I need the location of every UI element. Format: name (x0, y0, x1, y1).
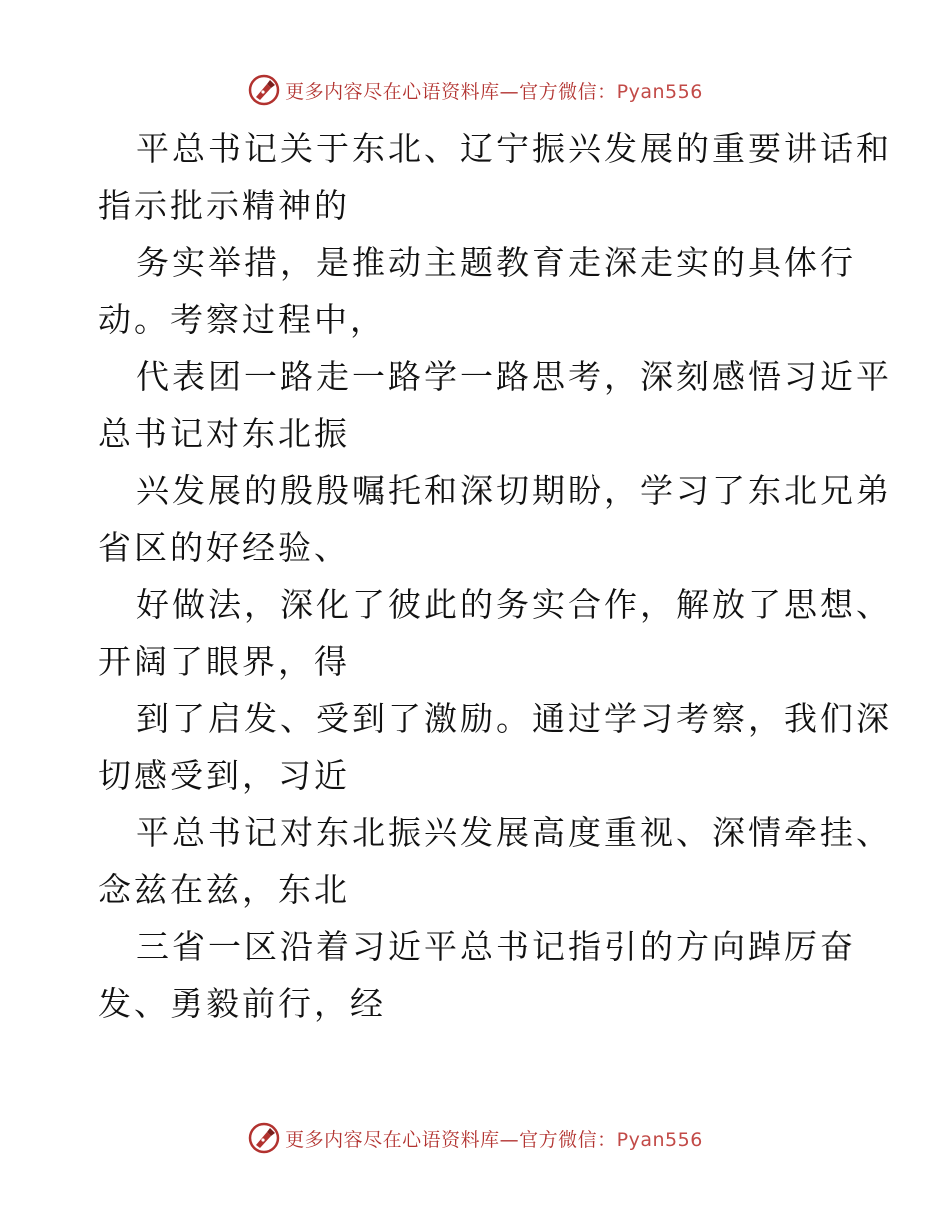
paragraph-line: 务实举措，是推动主题教育走深走实的具体行 (136, 243, 856, 282)
header-banner (0, 70, 950, 110)
paragraph-line: 动。考察过程中， (98, 300, 386, 339)
paragraph (98, 576, 892, 690)
paragraph-line: 切感受到，习近 (98, 756, 350, 795)
document-body (98, 120, 892, 1032)
paragraph (98, 918, 858, 1032)
paragraph-line: 念兹在兹，东北 (98, 870, 350, 909)
banner-text: 更多内容尽在心语资料库—官方微信：Pyan556 (285, 1128, 703, 1151)
paragraph (98, 120, 892, 234)
paragraph-line: 兴发展的殷殷嘱托和深切期盼，学习了东北兄弟 (136, 471, 892, 510)
paragraph-line: 指示批示精神的 (98, 186, 350, 225)
banner-text: 更多内容尽在心语资料库—官方微信：Pyan556 (285, 80, 703, 103)
pen-nib-logo-icon (247, 1121, 281, 1155)
paragraph-line: 到了启发、受到了激励。通过学习考察，我们深 (136, 699, 892, 738)
paragraph-line: 发、勇毅前行，经 (98, 984, 386, 1023)
paragraph (98, 234, 858, 348)
paragraph (98, 804, 892, 918)
paragraph-line: 平总书记对东北振兴发展高度重视、深情牵挂、 (136, 813, 892, 852)
paragraph-line: 三省一区沿着习近平总书记指引的方向踔厉奋 (136, 927, 856, 966)
paragraph (98, 462, 892, 576)
paragraph (98, 348, 892, 462)
paragraph-line: 好做法，深化了彼此的务实合作，解放了思想、 (136, 585, 892, 624)
wechat-id: Pyan556 (616, 80, 703, 103)
paragraph-line: 代表团一路走一路学一路思考，深刻感悟习近平 (136, 357, 892, 396)
paragraph-line: 总书记对东北振 (98, 414, 350, 453)
footer-banner (0, 1118, 950, 1158)
paragraph-line: 省区的好经验、 (98, 528, 350, 567)
paragraph-line: 开阔了眼界，得 (98, 642, 350, 681)
wechat-id: Pyan556 (616, 1128, 703, 1151)
paragraph (98, 690, 892, 804)
pen-nib-logo-icon (247, 73, 281, 107)
paragraph-line: 平总书记关于东北、辽宁振兴发展的重要讲话和 (136, 129, 892, 168)
